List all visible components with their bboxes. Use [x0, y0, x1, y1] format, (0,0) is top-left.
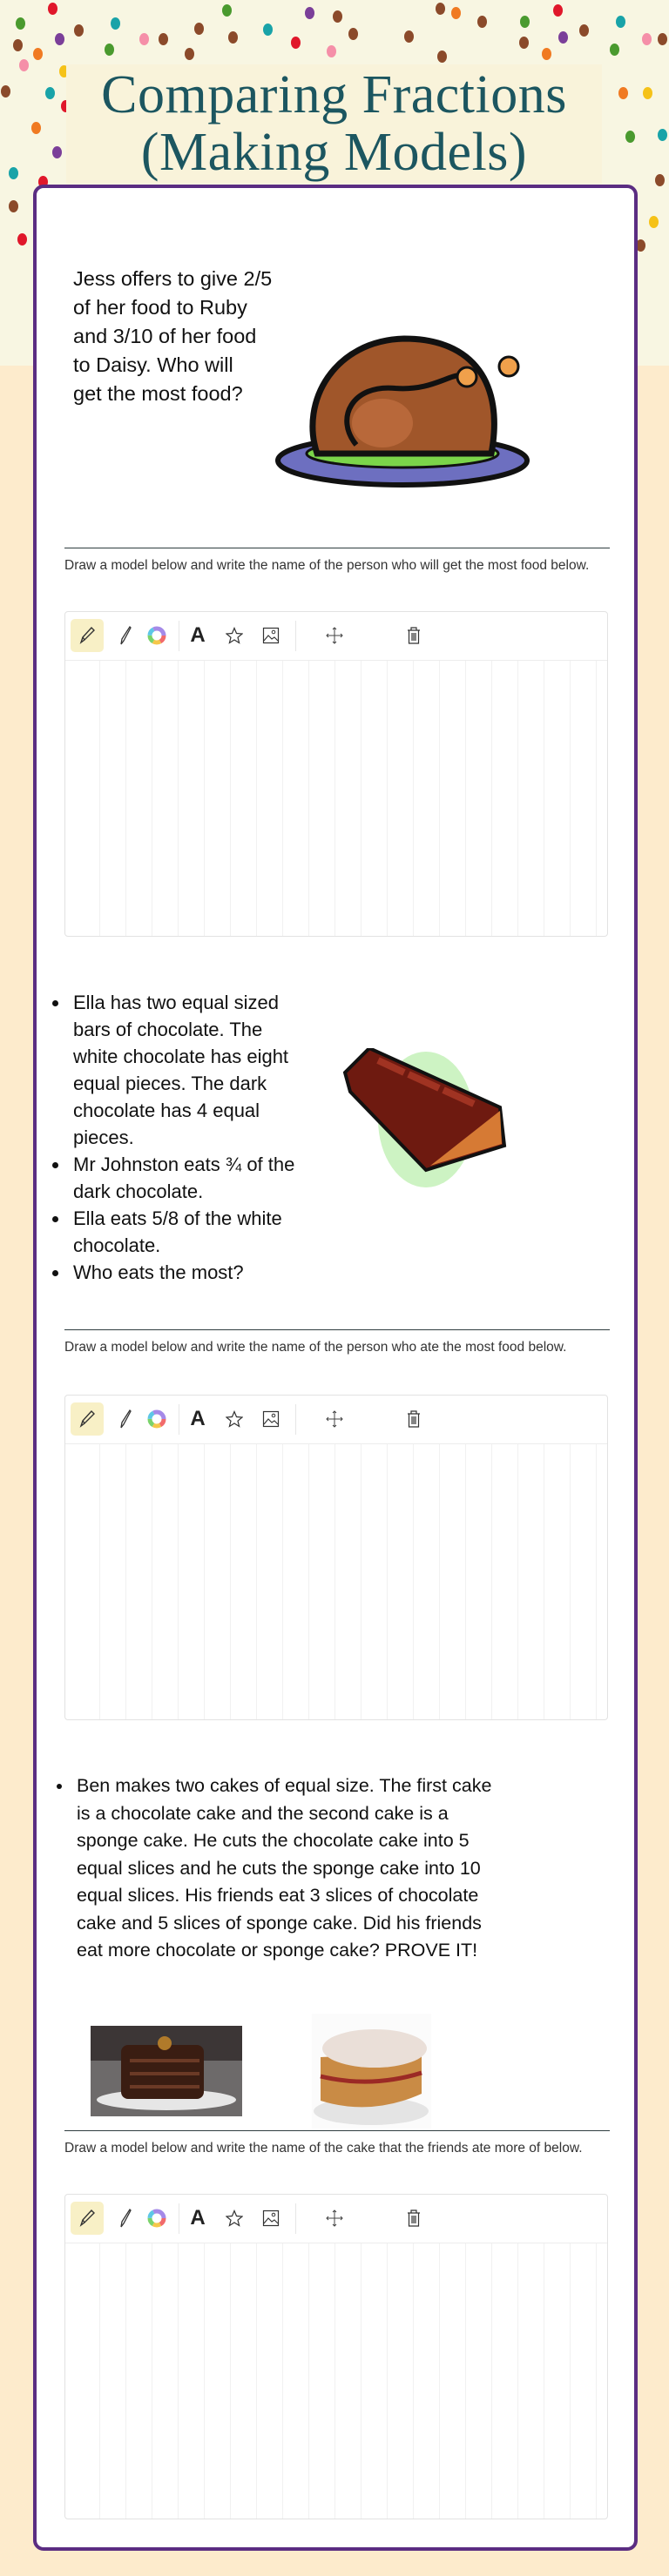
decorative-dot: [159, 33, 168, 45]
q1-line: Jess offers to give 2/5: [73, 267, 273, 290]
decorative-dot: [185, 48, 194, 60]
decorative-dot: [348, 28, 358, 40]
decorative-dot: [643, 87, 652, 99]
shape-tool-button[interactable]: [218, 619, 251, 652]
decorative-dot: [1, 85, 10, 98]
decorative-dot: [55, 33, 64, 45]
decorative-dot: [451, 7, 461, 19]
pencil-icon: [78, 1409, 96, 1429]
q2-bullet: • Who eats the most?: [70, 1259, 308, 1286]
turkey-image: [274, 323, 530, 506]
shape-tool-button[interactable]: [218, 1402, 251, 1436]
color-wheel-icon: [147, 2209, 166, 2228]
decorative-dot: [477, 16, 487, 28]
text-tool-button[interactable]: [181, 619, 214, 652]
delete-button[interactable]: [397, 2202, 430, 2235]
star-icon: [226, 627, 243, 644]
question-2-instruction: Draw a model below and write the name of the person who ate the most food below.: [64, 1340, 567, 1355]
decorative-dot: [519, 37, 529, 49]
pen-icon: [118, 2208, 132, 2229]
decorative-dot: [658, 129, 667, 141]
toolbar-separator: [295, 2203, 296, 2234]
drawing-canvas[interactable]: [74, 2243, 598, 2519]
drawing-toolbar: [65, 2195, 607, 2243]
decorative-dot: [404, 30, 414, 43]
star-icon: [226, 2209, 243, 2227]
move-icon: [325, 1409, 344, 1429]
pencil-tool-button[interactable]: [71, 2202, 104, 2235]
question-2-text: [47, 989, 308, 1286]
title-banner: [66, 64, 602, 184]
toolbar-separator: [295, 621, 296, 651]
trash-icon: [406, 2209, 422, 2228]
decorative-dot: [553, 4, 563, 17]
trash-icon: [406, 626, 422, 645]
color-picker-button[interactable]: [140, 2202, 173, 2235]
drawing-panel-1: [64, 611, 608, 937]
decorative-dot: [616, 16, 625, 28]
decorative-dot: [45, 87, 55, 99]
text-icon: A: [190, 623, 206, 647]
decorative-dot: [194, 23, 204, 35]
drawing-toolbar: [65, 1396, 607, 1444]
question-3-instruction: Draw a model below and write the name of the cake that the friends ate more of below.: [64, 2141, 583, 2156]
decorative-dot: [9, 200, 18, 212]
q2-bullet: • Ella eats 5/8 of the white chocolate.: [70, 1205, 308, 1259]
decorative-dot: [305, 7, 314, 19]
drawing-canvas[interactable]: [74, 661, 598, 936]
decorative-dot: [17, 233, 27, 245]
decorative-dot: [263, 24, 273, 36]
decorative-dot: [74, 24, 84, 37]
move-icon: [325, 2209, 344, 2228]
section-divider: [64, 2130, 610, 2131]
decorative-dot: [111, 17, 120, 30]
image-icon: [262, 2209, 280, 2227]
decorative-dot: [13, 39, 23, 51]
q1-line: to Daisy. Who will: [73, 353, 233, 376]
trash-icon: [406, 1409, 422, 1429]
color-wheel-icon: [147, 1409, 166, 1429]
decorative-dot: [291, 37, 301, 49]
decorative-dot: [610, 44, 619, 56]
decorative-dot: [520, 16, 530, 28]
decorative-dot: [579, 24, 589, 37]
section-divider: [64, 1329, 610, 1330]
star-icon: [226, 1410, 243, 1428]
color-wheel-icon: [147, 626, 166, 645]
title-line-1: Comparing Fractions: [101, 65, 567, 124]
pen-tool-button[interactable]: [109, 2202, 142, 2235]
text-tool-button[interactable]: [181, 2202, 214, 2235]
delete-button[interactable]: [397, 619, 430, 652]
decorative-dot: [105, 44, 114, 56]
decorative-dot: [649, 216, 659, 228]
pencil-tool-button[interactable]: [71, 1402, 104, 1436]
color-picker-button[interactable]: [140, 619, 173, 652]
image-tool-button[interactable]: [254, 619, 287, 652]
q1-line: get the most food?: [73, 382, 243, 405]
decorative-dot: [655, 174, 665, 186]
decorative-dot: [558, 31, 568, 44]
pen-tool-button[interactable]: [109, 619, 142, 652]
chocolate-cake-image: [91, 2026, 242, 2116]
text-tool-button[interactable]: [181, 1402, 214, 1436]
image-tool-button[interactable]: [254, 2202, 287, 2235]
decorative-dot: [48, 3, 57, 15]
decorative-dot: [436, 3, 445, 15]
question-3-text: [51, 1772, 503, 1965]
color-picker-button[interactable]: [140, 1402, 173, 1436]
title-line-2: (Making Models): [140, 123, 528, 182]
pencil-icon: [78, 626, 96, 645]
worksheet-card: [33, 185, 638, 2551]
decorative-dot: [658, 33, 667, 45]
drawing-panel-3: [64, 2194, 608, 2519]
move-tool-button[interactable]: [318, 2202, 351, 2235]
q3-bullet: • Ben makes two cakes of equal size. The first cake is a chocolate cake and the second cake is a sponge cake. He cuts the chocolate cake into 5 equal slices and he cuts the sponge cake into 10 equal slices. His friends eat 3 slices of chocolate cake and 5 slices of sponge cake. Did his friends eat more chocolate or sponge cake? PROVE IT!: [73, 1772, 503, 1965]
decorative-dot: [642, 33, 652, 45]
decorative-dot: [333, 10, 342, 23]
q1-line: and 3/10 of her food: [73, 325, 257, 347]
pen-icon: [118, 1409, 132, 1429]
decorative-dot: [618, 87, 628, 99]
decorative-dot: [31, 122, 41, 134]
page-title: [66, 64, 602, 181]
drawing-panel-2: [64, 1395, 608, 1720]
decorative-dot: [9, 167, 18, 179]
drawing-canvas[interactable]: [74, 1444, 598, 1719]
move-tool-button[interactable]: [318, 619, 351, 652]
image-icon: [262, 627, 280, 644]
decorative-dot: [16, 17, 25, 30]
drawing-toolbar: [65, 612, 607, 661]
q1-line: of her food to Ruby: [73, 296, 247, 319]
toolbar-separator: [295, 1404, 296, 1435]
move-icon: [325, 626, 344, 645]
decorative-dot: [625, 131, 635, 143]
image-icon: [262, 1410, 280, 1428]
text-icon: A: [190, 2206, 206, 2230]
pen-tool-button[interactable]: [109, 1402, 142, 1436]
q2-bullet: • Ella has two equal sized bars of chocolate. The white chocolate has eight equal pieces. The dark chocolate has 4 equal pieces.: [70, 989, 308, 1151]
decorative-dot: [33, 48, 43, 60]
decorative-dot: [222, 4, 232, 17]
decorative-dot: [228, 31, 238, 44]
decorative-dot: [139, 33, 149, 45]
sponge-cake-image: [312, 2014, 431, 2129]
move-tool-button[interactable]: [318, 1402, 351, 1436]
decorative-dot: [52, 146, 62, 158]
decorative-dot: [19, 59, 29, 71]
decorative-dot: [542, 48, 551, 60]
delete-button[interactable]: [397, 1402, 430, 1436]
pen-icon: [118, 625, 132, 646]
image-tool-button[interactable]: [254, 1402, 287, 1436]
chocolate-bar-image: [343, 1048, 509, 1187]
decorative-dot: [327, 45, 336, 57]
text-icon: A: [190, 1407, 206, 1430]
question-1-instruction: Draw a model below and write the name of the person who will get the most food below.: [64, 558, 590, 573]
shape-tool-button[interactable]: [218, 2202, 251, 2235]
decorative-dot: [437, 50, 447, 63]
q2-bullet: • Mr Johnston eats ¾ of the dark chocolate.: [70, 1151, 308, 1205]
pencil-icon: [78, 2209, 96, 2228]
pencil-tool-button[interactable]: [71, 619, 104, 652]
